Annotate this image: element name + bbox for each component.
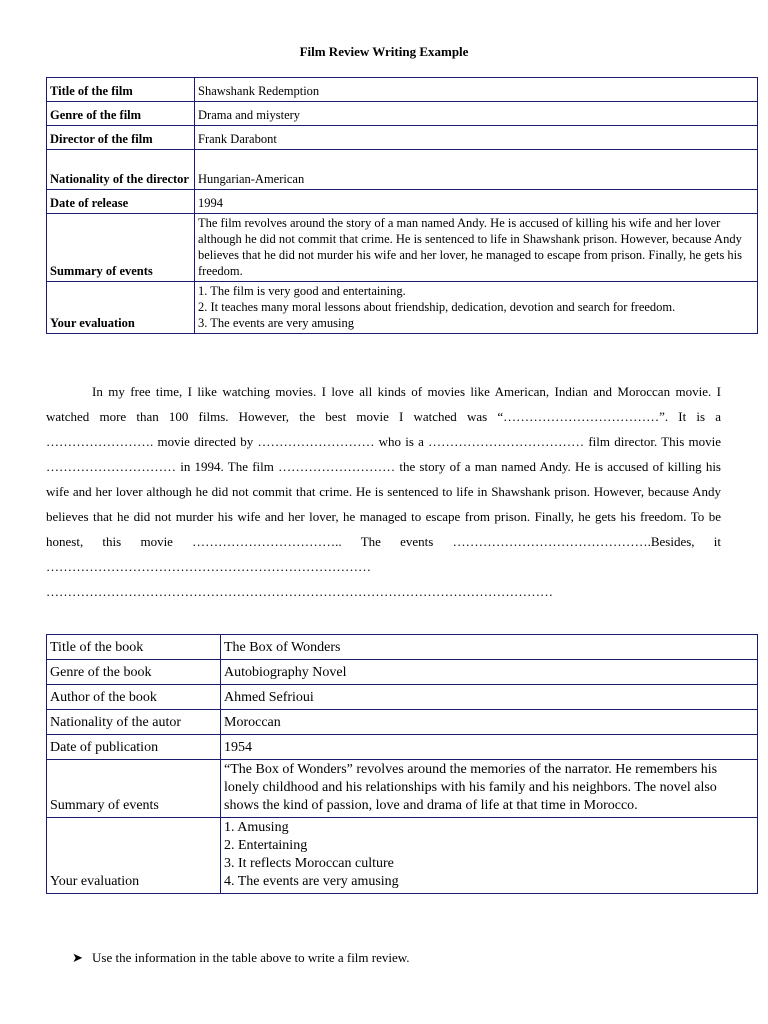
label-cell: Summary of events [47,214,195,282]
evaluation-line: 2. Entertaining [224,838,308,853]
instruction-text: Use the information in the table above to write a film review. [92,950,410,965]
label-cell: Genre of the book [47,660,221,685]
evaluation-line: 3. It reflects Moroccan culture [224,856,394,871]
table-row [47,710,758,735]
table-row [47,214,758,282]
value-cell: The film revolves around the story of a man named Andy. He is accused of killing his wife and her lover although he did not commit that crime. He is sentenced to life in Shawshank prison. However, because Andy believes that he did not murder his wife and her lover, he managed to escape from prison. Finally, he gets his freedom. [195,214,758,282]
table-row [47,102,758,126]
label-cell: Title of the book [47,635,221,660]
value-cell: Drama and miystery [195,102,758,126]
table-row [47,685,758,710]
table-row [47,735,758,760]
table-row [47,818,758,894]
evaluation-line: 2. It teaches many moral lessons about friendship, dedication, devotion and search for freedom. [198,300,676,314]
value-cell: “The Box of Wonders” revolves around the memories of the narrator. He remembers his lonely childhood and his relationships with his family and his neighbors. The novel also shows the kind of passion, love and drama of life at that time in Morocco. [221,760,758,818]
label-cell: Date of release [47,190,195,214]
label-cell: Nationality of the director [47,150,195,190]
label-cell: Genre of the film [47,102,195,126]
review-paragraph: In my free time, I like watching movies. I love all kinds of movies like American, Indian and Moroccan movie. I watched more than 100 films. However, the best movie I watched was “………………………………”. It is a ……………………. movie directed by ……………………… who is a ……………………………… film director. This movie ………………………… in 1994. The film ……………………… the story of a man named Andy. He is accused of killing his wife and her lover although he did not commit that crime. He is sentenced to life in Shawshank prison. However, because Andy believes that he did not murder his wife and her lover, he managed to escape from prison. Finally, he gets his freedom. To be honest, this movie …………………………….. The events ……………………………………….Besides, it ………………………………………………………………… ……………………………………………………………………………………………………… [46,384,721,599]
instruction [72,950,410,966]
table-row [47,282,758,334]
table-row [47,635,758,660]
value-cell: 1954 [221,735,758,760]
table-row [47,78,758,102]
value-cell [195,282,758,334]
label-cell: Your evaluation [47,282,195,334]
label-cell: Summary of events [47,760,221,818]
table-row [47,760,758,818]
table-row [47,190,758,214]
value-cell: Hungarian-American [195,150,758,190]
label-cell: Director of the film [47,126,195,150]
label-cell: Nationality of the autor [47,710,221,735]
book-info-table [46,634,758,894]
table-row [47,660,758,685]
value-cell: Autobiography Novel [221,660,758,685]
label-cell: Title of the film [47,78,195,102]
evaluation-line: 1. Amusing [224,820,289,835]
evaluation-line: 3. The events are very amusing [198,316,354,330]
value-cell: 1994 [195,190,758,214]
value-cell: Shawshank Redemption [195,78,758,102]
value-cell: Frank Darabont [195,126,758,150]
value-cell [221,818,758,894]
label-cell: Your evaluation [47,818,221,894]
label-cell: Date of publication [47,735,221,760]
evaluation-line: 4. The events are very amusing [224,874,399,889]
value-cell: The Box of Wonders [221,635,758,660]
evaluation-line: 1. The film is very good and entertaining. [198,284,406,298]
label-cell: Author of the book [47,685,221,710]
film-info-table [46,77,758,334]
value-cell: Moroccan [221,710,758,735]
value-cell: Ahmed Sefrioui [221,685,758,710]
table-row [47,150,758,190]
page-title: Film Review Writing Example [299,44,469,59]
table-row [47,126,758,150]
arrow-bullet-icon: ➤ [72,950,83,965]
